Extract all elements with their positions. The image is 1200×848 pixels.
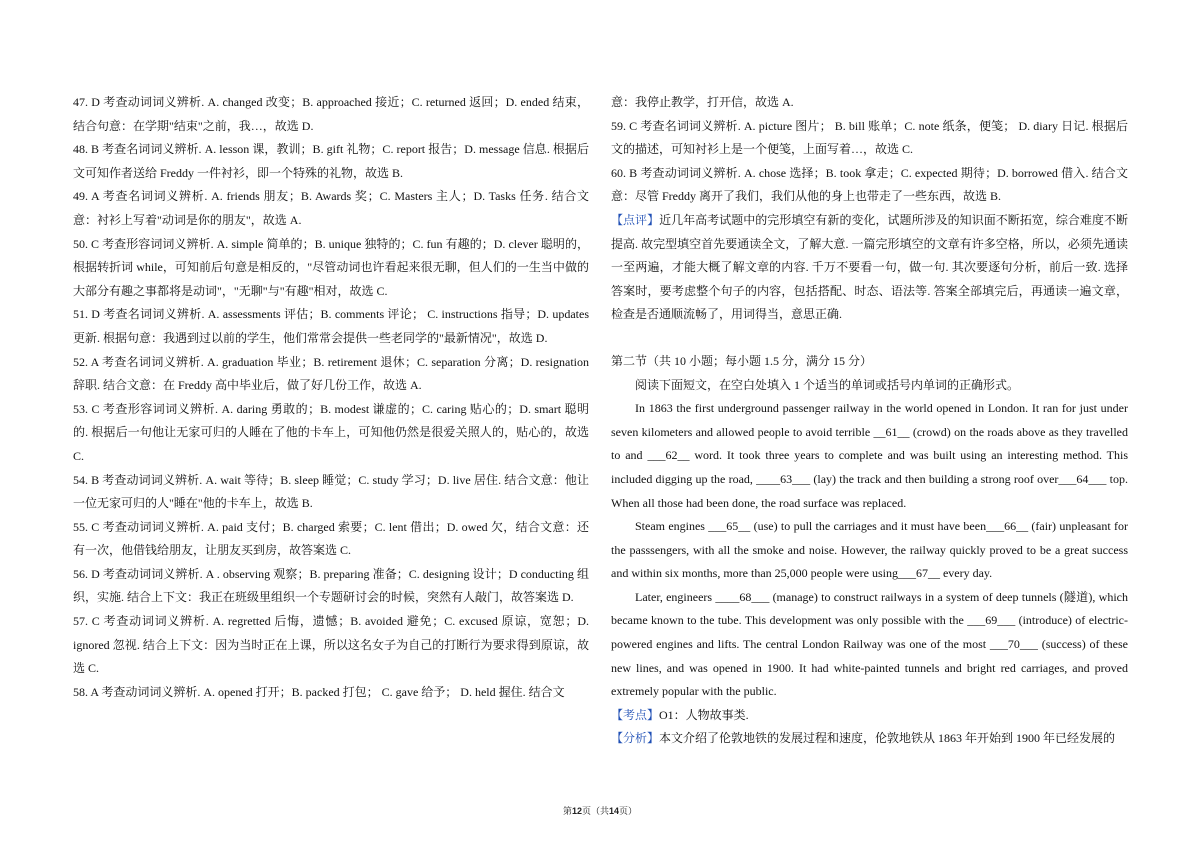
footer-prefix: 第 — [562, 807, 572, 817]
comment-paragraph — [611, 209, 1128, 327]
fenxi-paragraph — [611, 727, 1128, 751]
section-gap — [611, 327, 1128, 350]
footer-page-number: 12 — [571, 806, 582, 816]
section-title: 第二节（共 10 小题；每小题 1.5 分，满分 15 分） — [611, 353, 873, 368]
comment-text: 近几年高考试题中的完形填空有新的变化，试题所涉及的知识面不断拓宽，综合难度不断提高. 故完型填空首先要通读全文，了解大意. 一篇完形填空的文章有许多空格，所以，必须先通读一至两遍，才能大概了解文章的内容. 千万不要看一句，做一句. 其次要逐句分析，前后一致. 选择答案时，要考虑整个句子的内容，包括搭配、时态、语法等. 答案全部填完后，再通读一遍文章，检查是否通顺流畅了，用词得当，意思正确. — [611, 212, 1128, 322]
comment-tag: 【点评】 — [611, 212, 660, 227]
answer-55: 55. C 考查动词词义辨析. A. paid 支付；B. charged 索要；C. lent 借出；D. owed 欠，结合文意：还有一次，他借钱给朋友，让朋友买到房，故答案选 C. — [73, 519, 589, 558]
passage-paragraph-3: Later, engineers ____68___ (manage) to construct railways in a system of deep tunnels (隧道), which became known to the tube. This development was only possible with the ___69___ (introduce) of electric-powered engines and lifts. The central London Railway was one of the most ___70___ (success) of these new lines, and was opened in 1900. It had white-painted tunnels and bright red carriages, and proved extremely popular with the public. — [611, 589, 1128, 699]
answer-58-continued: 意：我停止教学，打开信，故选 A. — [611, 95, 794, 109]
footer-total-pages: 14 — [609, 806, 620, 816]
fenxi-text: 本文介绍了伦敦地铁的发展过程和速度，伦敦地铁从 1863 年开始到 1900 年已经发展的 — [659, 731, 1116, 746]
answer-54: 54. B 考查动词词义辨析. A. wait 等待；B. sleep 睡觉；C. study 学习；D. live 居住. 结合文意：他让一位无家可归的人"睡在"他的卡车上，故选 B. — [73, 472, 589, 511]
kaodian-text: O1：人物故事类. — [659, 707, 749, 722]
section-instruction: 阅读下面短文，在空白处填入 1 个适当的单词或括号内单词的正确形式。 — [635, 377, 1020, 392]
answer-60: 60. B 考查动词词义辨析. A. chose 选择；B. took 拿走；C. expected 期待；D. borrowed 借入. 结合文意：尽管 Freddy 离开了我们，我们从他的身上也带走了一些东西，故选 B. — [611, 165, 1128, 204]
answer-48: 48. B 考查名词词义辨析. A. lesson 课，教训；B. gift 礼物；C. report 报告；D. message 信息. 根据后文可知作者送给 Freddy 一件衬衫，即一个特殊的礼物，故选 B. — [73, 142, 589, 180]
answer-57: 57. C 考查动词词义辨析. A. regretted 后悔，遗憾；B. avoided 避免；C. excused 原谅，宽恕；D. ignored 忽视. 结合上下文：因为当时正在上课，所以这名女子为自己的打断行为要求得到原谅，故选 C. — [73, 614, 589, 676]
answer-50: 50. C 考查形容词词义辨析. A. simple 简单的；B. unique 独特的；C. fun 有趣的；D. clever 聪明的，根据转折词 while，可知前后句意是相反的，"尽管动词也许看起来很无聊，但人们的一生当中做的大部分有趣之事都将是动词"，"无聊"与"有趣"相对，故选 C. — [73, 236, 589, 298]
answer-56: 56. D 考查动词词义辨析. A . observing 观察；B. preparing 准备；C. designing 设计；D conducting 组织，实施. 结合上下文：我正在班级里组织一个专题研讨会的时候，突然有人敲门，故答案选 D. — [73, 566, 589, 605]
answer-49: 49. A 考查名词词义辨析. A. friends 朋友；B. Awards 奖；C. Masters 主人；D. Tasks 任务. 结合文意：衬衫上写着"动词是你的朋友"，故选 A. — [73, 189, 589, 227]
kaodian-paragraph — [611, 704, 1128, 728]
kaodian-tag: 【考点】 — [611, 707, 660, 722]
passage-paragraph-1: In 1863 the first underground passenger railway in the world opened in London. It ran for just under seven kilometers and allowed people to avoid terrible __61__ (crowd) on the roads above as they travelled to and ___62__ word. It took three years to complete and was built using an interesting method. This included digging up the road, ____63___ (lay) the track and then building a strong roof over___64___ top. When all those had been done, the road surface was replaced. — [611, 401, 1128, 510]
left-column — [73, 91, 589, 704]
answer-51: 51. D 考查名词词义辨析. A. assessments 评估；B. comments 评论； C. instructions 指导；D. updates 更新. 根据句意：我遇到过以前的学生，他们常常会提供一些老同学的"最新情况"，故选 D. — [73, 307, 589, 345]
passage-paragraph-2: Steam engines ___65__ (use) to pull the carriages and it must have been___66__ (fair) unpleasant for the passsengers, with all the smoke and noise. However, the railway quickly proved to be a great success and within six months, more than 25,000 people were using___67__ every day. — [611, 519, 1128, 581]
answer-59: 59. C 考查名词词义辨析. A. picture 图片； B. bill 账单；C. note 纸条，便笺； D. diary 日记. 根据后文的描述，可知衬衫上是一个便笺，上面写着…，故选 C. — [611, 118, 1128, 157]
footer-suffix: 页） — [619, 807, 638, 817]
answer-47: 47. D 考查动词词义辨析. A. changed 改变；B. approached 接近；C. returned 返回；D. ended 结束，结合句意：在学期"结束"之前，我…，故选 D. — [73, 95, 589, 133]
answer-52: 52. A 考查名词词义辨析. A. graduation 毕业；B. retirement 退休；C. separation 分离；D. resignation 辞职. 结合文意：在 Freddy 高中毕业后，做了好几份工作，故选 A. — [73, 354, 589, 393]
right-column — [611, 91, 1128, 751]
answer-58: 58. A 考查动词词义辨析. A. opened 打开；B. packed 打包； C. gave 给予； D. held 握住. 结合文 — [73, 684, 565, 699]
fenxi-tag: 【分析】 — [611, 731, 660, 746]
page-footer — [0, 804, 1200, 817]
answer-53: 53. C 考查形容词词义辨析. A. daring 勇敢的；B. modest 谦虚的；C. caring 贴心的；D. smart 聪明的. 根据后一句他让无家可归的人睡在了他的卡车上，可知他仍然是很爱关照人的，贴心的，故选 C. — [73, 401, 589, 463]
footer-middle: 页（共 — [581, 807, 609, 817]
